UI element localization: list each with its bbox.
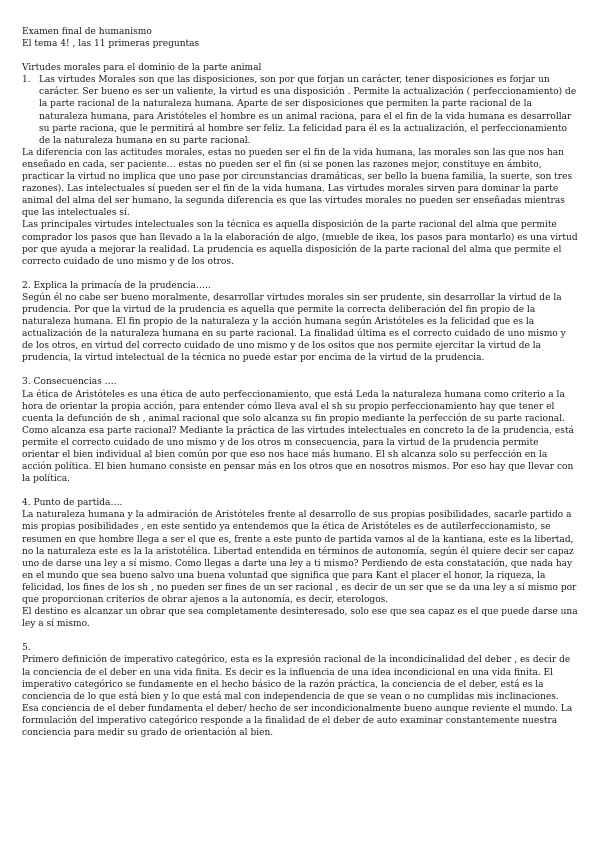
- section-1-heading: Virtudes morales para el dominio de la parte animal: [22, 63, 262, 74]
- section-1-list: [22, 74, 578, 147]
- spacer: [22, 485, 578, 497]
- list-item-text: Las virtudes Morales son que las disposiciones, son por que forjan un carácter, tener disposiciones es forjar un carácter. Ser bueno es ser un valiente, la virtud es una disposición . Permite la actualización ( perfeccionamiento) de la parte racional de la naturaleza humana. Aparte de ser disposiciones que permiten la parte racional de la naturaleza humana, para Aristóteles el hombre es un animal raciona, para el el fin de la vida humana es desarrollar su parte raciona, que le permitirá al hombre ser feliz. La felicidad para él es la actualización, el perfeccionamiento de la naturaleza humana en su parte racional.: [39, 75, 577, 146]
- spacer: [22, 364, 578, 376]
- spacer: [22, 268, 578, 280]
- section-3-heading: 3. Consecuencias ….: [22, 377, 117, 388]
- spacer: [22, 50, 578, 62]
- section-4-heading: 4. Punto de partida….: [22, 498, 123, 509]
- section-4-body-2: El destino es alcanzar un obrar que sea completamente desinteresado, solo ese que sea capaz es el que puede darse una ley a sí mismo.: [22, 607, 578, 630]
- section-1-paragraph-2: La diferencia con las actitudes morales, estas no pueden ser el fin de la vida humana, las morales son las que nos han enseñado en cada, ser paciente… estas no pueden ser el fin (si se ponen las razones mejor, constituye en ámbito, practicar la virtud no implica que uno pase por circunstancias dramáticas, ser bello la buena familia, la suerte, son tres razones). Las intelectuales sí pueden ser el fin de la vida humana. Las virtudes morales sirven para dominar la parte animal del alma del ser humano, la segunda diferencia es que las virtudes morales no pueden ser enseñadas mientras que las intelectuales sí.: [22, 147, 573, 219]
- section-1-paragraph-3: Las principales virtudes intelectuales son la técnica es aquella disposición de la parte racional del alma que permite comprador los pasos que han llevado a la la elaboración de algo, (mueble de ikea, los pasos para montarlo) es una virtud por que ayuda a mejorar la realidad. La prudencia es aquella disposición de la parte racional del alma que permite el correcto cuidado de uno mismo y de los otros.: [22, 220, 578, 267]
- section-2-heading: 2. Explica la primacía de la prudencia…..: [22, 280, 211, 291]
- document-subtitle: El tema 4! , las 11 primeras preguntas: [22, 39, 200, 50]
- list-item-number: 1.: [22, 75, 31, 86]
- section-3-body: La ética de Aristóteles es una ética de auto perfeccionamiento, que está Leda la naturaleza humana como criterio a la hora de orientar la propia acción, para entender cómo lleva aval el sh su propio perfeccionamiento hay que tener el cuenta la defunción de sh , animal racional que solo alcanza su fin propio mediante la perfección de su parte racional. Como alcanza esa parte racional? Mediante la práctica de las virtudes intelectuales en concreto la de la prudencia, está permite el correcto cuidado de uno mismo y de los otros m consecuencia, para la virtud de la prudencia permite orientar el bien individual al bien común por que eso nos hace más humano. El sh alcanza solo su perfección en la acción política. El bien humano consiste en pensar más en los otros que en nosotros mismos. Por eso hay que llevar con la política.: [22, 389, 574, 485]
- document-title: Examen final de humanismo: [22, 27, 152, 37]
- section-4-body: La naturaleza humana y la admiración de Aristóteles frente al desarrollo de sus propias posibilidades, sacarle partido a mis propias posibilidades , en este sentido ya entendemos que la ética de Aristóteles es de autilerfeccionamisto, se resumen en que hombre llega a ser el que es, frente a este punto de partida vamos al de la kantiana, este es la libertad, no la naturaleza este es la la aristotélica. Libertad entendida en términos de autonomía, según él quiere decir ser capaz uno de darse una ley a sí mismo. Como llegas a darte una ley a ti mismo? Perdiendo de esta constatación, que nada hay en el mundo que sea bueno salvo una buena voluntad que significa que para Kant el placer el honor, la riqueza, la felicidad, los fines de los sh , no pueden ser fines de un ser racional , es decir de un ser que se da una ley a sí mismo por que proporcionan criterios de obrar ajenos a la autonomía, es decir, eterologos.: [22, 510, 577, 606]
- list-item: [22, 74, 578, 147]
- section-5-heading: 5.: [22, 643, 31, 654]
- spacer: [22, 630, 578, 642]
- section-2-body: Según él no cabe ser bueno moralmente, desarrollar virtudes morales sin ser prudente, sin desarrollar la virtud de la prudencia. Por que la virtud de la prudencia es aquella que permite la correcta deliberación del fin propio de la naturaleza humana. El fin propio de la naturaleza y la acción humana según Aristóteles es la felicidad que es la actualización de la naturaleza humana en su parte racional. La finalidad última es el correcto cuidado de uno mismo y de los otros, en virtud del correcto cuidado de uno mismo y de los ositos que nos permite ejercitar la virtud de la prudencia, la virtud intelectual de la técnica no puede estar por encima de la virtud de la prudencia.: [22, 292, 566, 364]
- section-5-body: Primero definición de imperativo categórico, esta es la expresión racional de la incondicinalidad del deber , es decir de la conciencia de el deber en una vida finita. Es decir es la influencia de una idea incondicional en una vida finita. El imperativo categórico se fundamente en el hecho básico de la razón práctica, la conciencia de el deber, está es la conciencia de lo que está bien y lo que está mal con independencia de que se vean o no cumplidas mis inclinaciones. Esa conciencia de el deber fundamenta el deber/ hecho de ser incondicionalmente bueno aunque reviente el mundo. La formulación del imperativo categórico responde a la finalidad de el deber de auto examinar constantemente nuestra conciencia para medir su grado de orientación al bien.: [22, 655, 573, 738]
